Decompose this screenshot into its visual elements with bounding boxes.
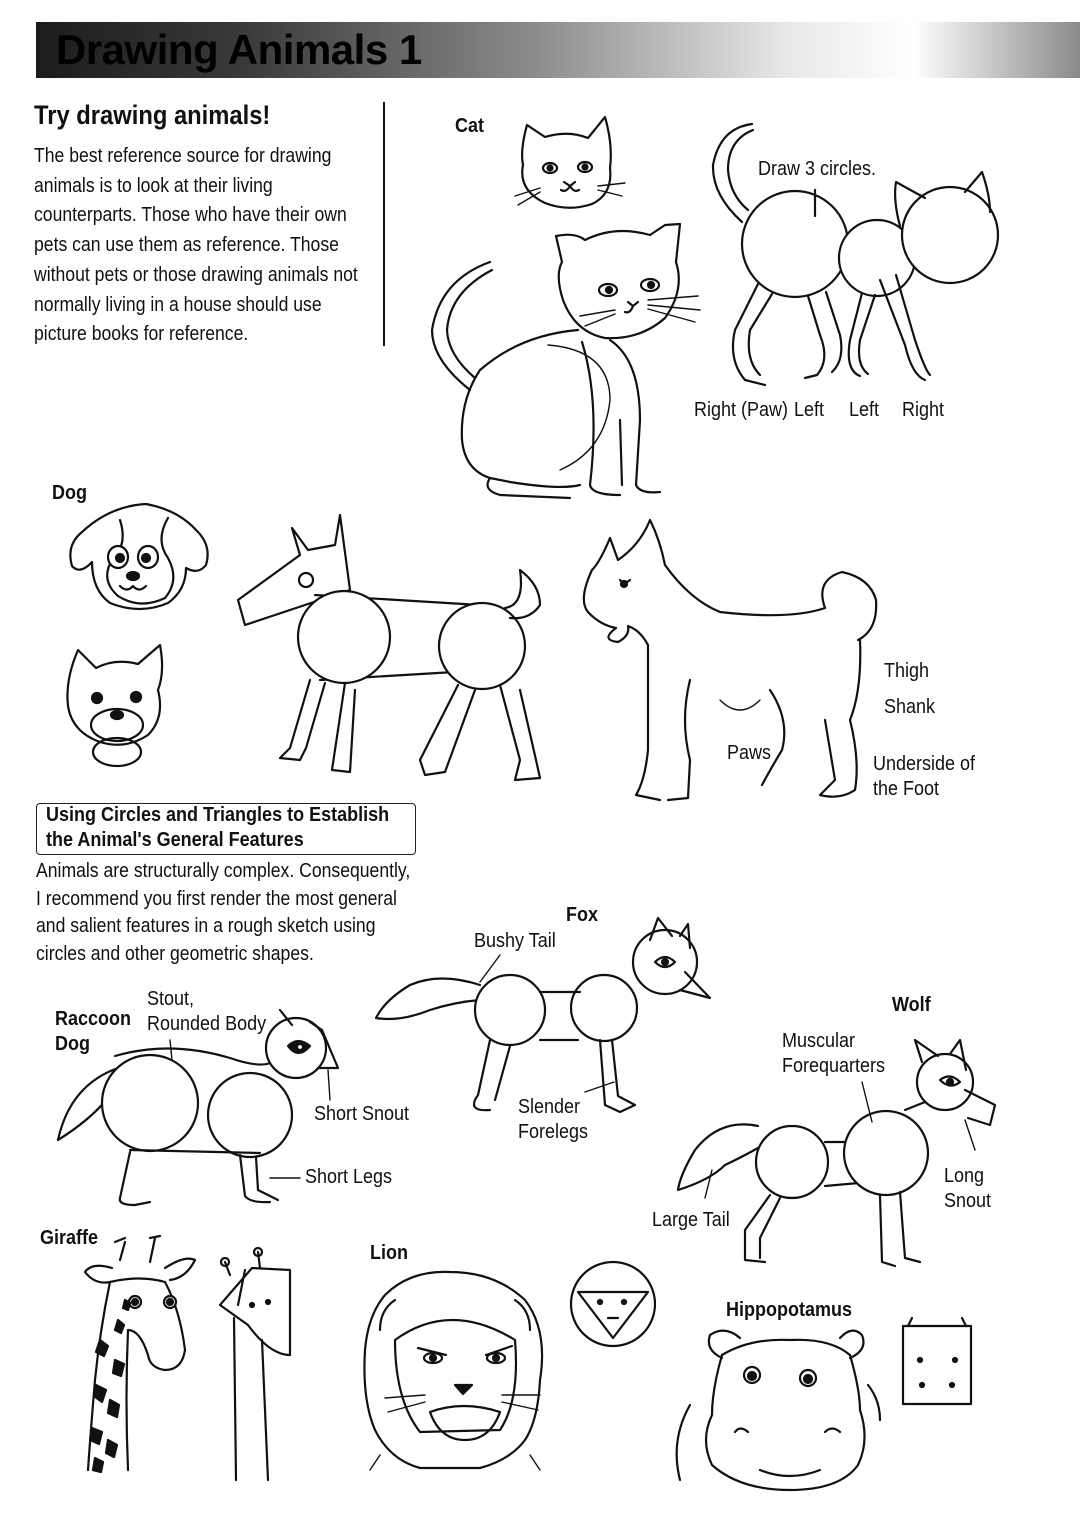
cat-leg-label-1: Right (Paw) — [694, 399, 789, 421]
wolf-snout-label: Long Snout — [944, 1165, 992, 1212]
dog-underside-label: Underside of the Foot — [873, 753, 976, 800]
wolf-tail-label: Large Tail — [652, 1209, 730, 1231]
dog-pup-head-icon — [67, 645, 162, 766]
hippopotamus-icon — [677, 1318, 971, 1490]
giraffe-icon — [85, 1236, 290, 1480]
cat-head-icon — [515, 117, 625, 208]
wolf-label: Wolf — [892, 994, 931, 1016]
intro-body: The best reference source for drawing animals is to look at their living counterparts. Those who have their own pets can use them as reference. Those without pets or those drawing animals not normally living in a house should use picture books for reference. — [34, 145, 358, 346]
hippopotamus-label: Hippopotamus — [726, 1299, 852, 1321]
lion-icon — [364, 1262, 655, 1470]
dog-thigh-label: Thigh — [884, 660, 930, 682]
raccoon-dog-legs-label: Short Legs — [305, 1166, 393, 1188]
dog-paws-label: Paws — [727, 742, 772, 764]
fox-label: Fox — [566, 904, 599, 926]
cat-leg-label-3: Left — [849, 399, 880, 421]
lion-label: Lion — [370, 1242, 408, 1264]
dog-shank-label: Shank — [884, 696, 936, 718]
raccoon-dog-snout-label: Short Snout — [314, 1103, 410, 1125]
page-title: Drawing Animals 1 — [56, 26, 422, 73]
circles-section-heading: Using Circles and Triangles to Establish the Animal's General Features — [46, 804, 390, 851]
fox-forelegs-label: Slender Forelegs — [518, 1096, 589, 1143]
cat-leg-label-4: Right — [902, 399, 945, 421]
cat-note-label: Draw 3 circles. — [758, 158, 877, 180]
dog-label: Dog — [52, 482, 88, 504]
cat-sitting-icon — [432, 224, 700, 498]
raccoon-dog-label: Raccoon Dog — [55, 1008, 132, 1055]
dog-circles-icon — [238, 515, 540, 780]
wolf-forequarters-label: Muscular Forequarters — [782, 1030, 886, 1077]
fox-tail-label: Bushy Tail — [474, 930, 556, 952]
dog-spotted-head-icon — [70, 504, 207, 609]
circles-section-body: Animals are structurally complex. Consequently, I recommend you first render the most general and salient features in a rough sketch using circles and other geometric shapes. — [36, 860, 411, 965]
cat-leg-label-2: Left — [794, 399, 825, 421]
giraffe-label: Giraffe — [40, 1227, 99, 1249]
intro-heading: Try drawing animals! — [34, 100, 271, 130]
cat-label: Cat — [455, 115, 485, 137]
raccoon-dog-body-label: Stout, Rounded Body — [147, 988, 267, 1035]
